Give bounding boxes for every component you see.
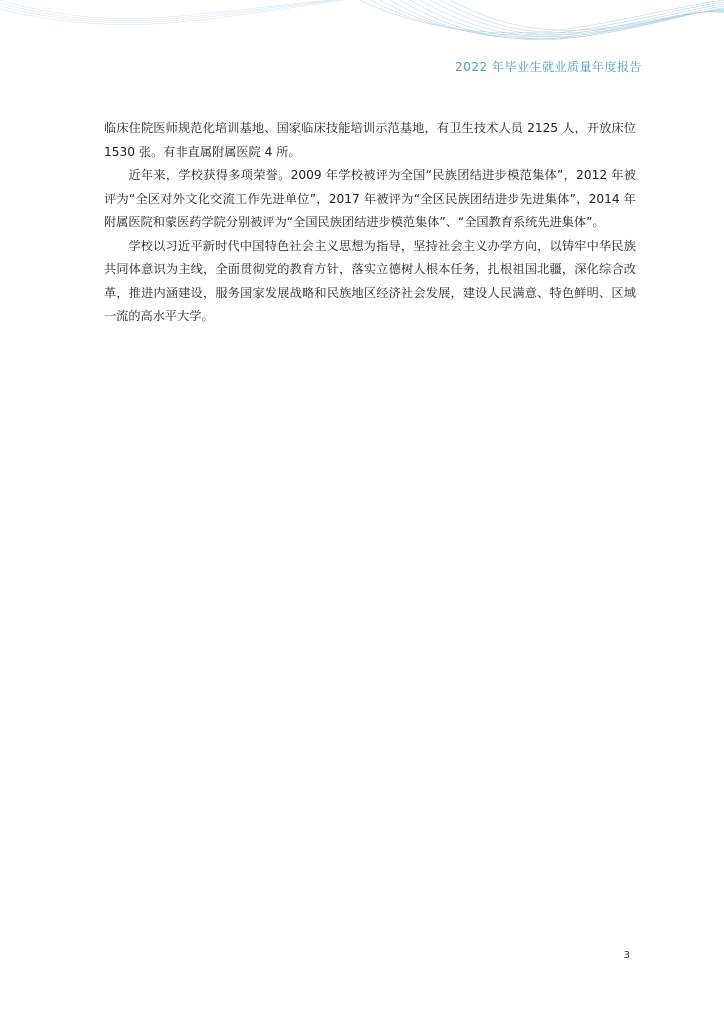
header-wave-decoration [0,0,724,50]
running-header-title: 2022 年毕业生就业质量年度报告 [455,60,642,74]
body-text [104,117,636,329]
paragraph-honors: 近年来，学校获得多项荣誉。2009 年学校被评为全国“民族团结进步模范集体”，2012 年被评为“全区对外文化交流工作先进单位”，2017 年被评为“全区民族团结进步先进集体”，2014 年附属医院和蒙医药学院分别被评为“全国民族团结进步模范集体”、“全国教育系统先进集体”。 [104,168,636,229]
paragraph-mission: 学校以习近平新时代中国特色社会主义思想为指导，坚持社会主义办学方向，以铸牢中华民族共同体意识为主线，全面贯彻党的教育方针，落实立德树人根本任务，扎根祖国北疆，深化综合改革，推进内涵建设，服务国家发展战略和民族地区经济社会发展，建设人民满意、特色鲜明、区域一流的高水平大学。 [104,238,636,323]
paragraph-continuation: 临床住院医师规范化培训基地、国家临床技能培训示范基地，有卫生技术人员 2125 人，开放床位 1530 张。有非直属附属医院 4 所。 [104,121,636,159]
page-number: 3 [623,950,630,961]
